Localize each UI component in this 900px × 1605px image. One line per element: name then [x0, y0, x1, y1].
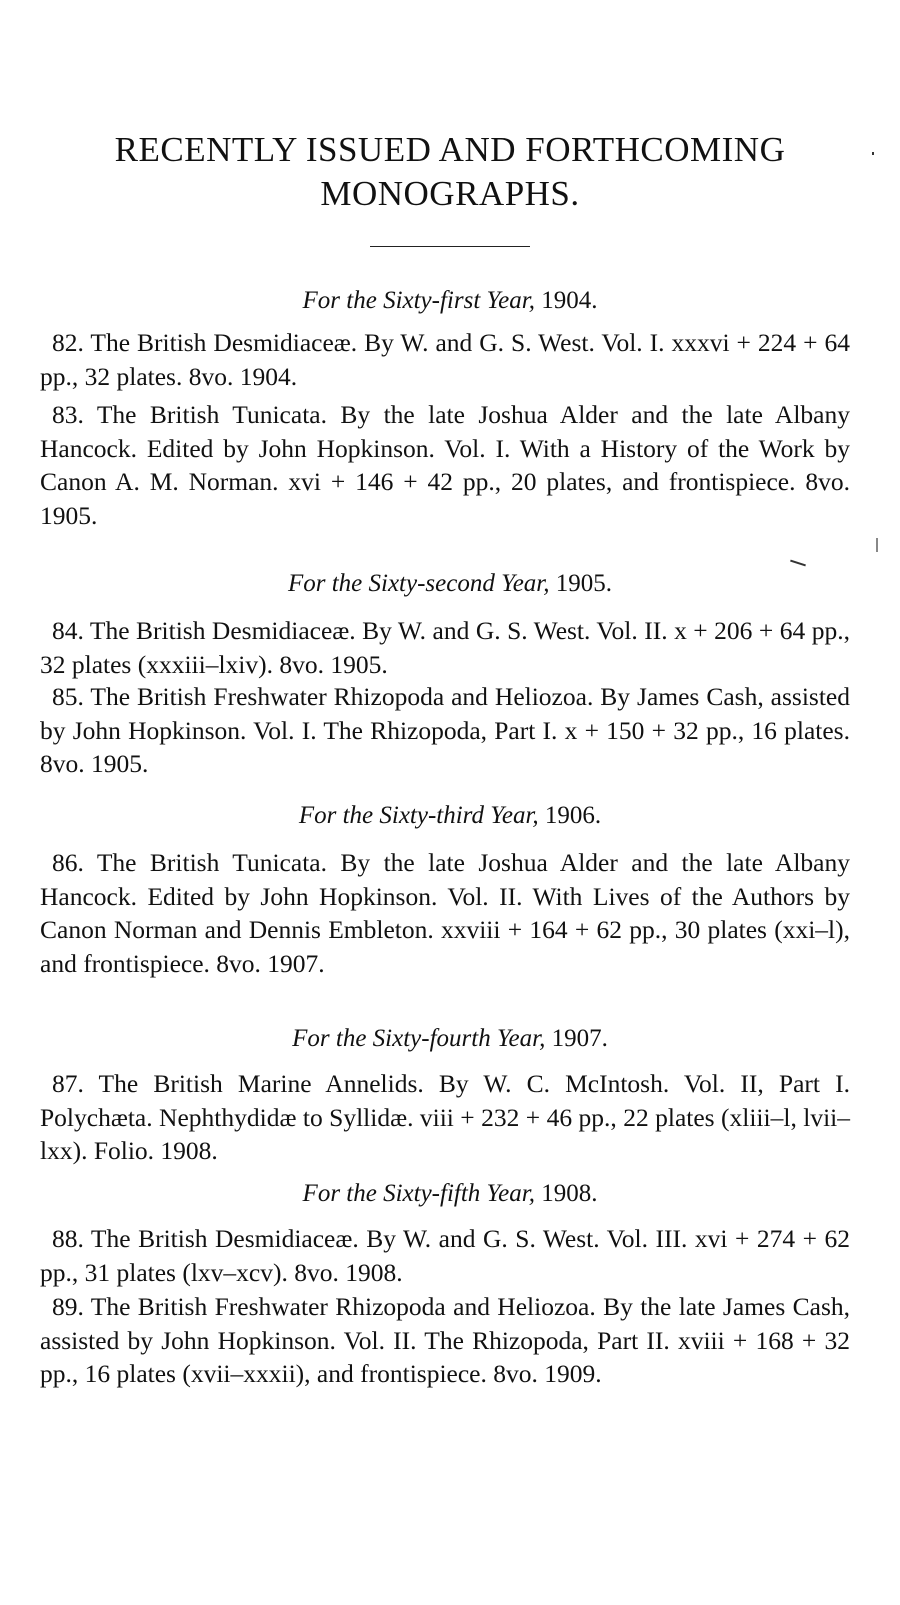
- section-heading-italic: For the Sixty-second Year,: [287, 570, 550, 597]
- monograph-entry-86: [40, 846, 850, 980]
- entry-number: 82.: [52, 328, 84, 357]
- section-heading-italic: For the Sixty-fourth Year,: [292, 1025, 546, 1052]
- scan-speck: [872, 152, 874, 155]
- entry-text: The British Tunicata. By the late Joshua Alder and the late Albany Hancock. Edited by John Hopkinson. Vol. II. With Lives of the Authors by Canon Norman and Dennis Embleton. xxviii + 164 + 62 pp., 30 plates (xxi–l), and frontispiece. 8vo. 1907.: [40, 848, 850, 978]
- section-heading-year: 1907.: [545, 1025, 608, 1052]
- monograph-entry-85: [40, 680, 850, 781]
- section-heading-sixty-second-year: [40, 568, 860, 600]
- title-line-2: MONOGRAPHS.: [320, 174, 580, 213]
- section-heading-sixty-third-year: [40, 800, 860, 832]
- title-divider: [370, 246, 530, 247]
- entry-number: 84.: [52, 616, 84, 645]
- monograph-entry-87: [40, 1067, 850, 1168]
- entry-number: 83.: [52, 400, 84, 429]
- entry-text: The British Tunicata. By the late Joshua Alder and the late Albany Hancock. Edited by John Hopkinson. Vol. I. With a History of the Work by Canon A. M. Norman. xvi + 146 + 42 pp., 20 plates, and frontispiece. 8vo. 1905.: [40, 400, 850, 530]
- entry-number: 89.: [52, 1292, 84, 1321]
- entry-text: The British Desmidiaceæ. By W. and G. S. West. Vol. II. x + 206 + 64 pp., 32 plates (xxxiii–lxiv). 8vo. 1905.: [40, 616, 850, 679]
- entry-text: The British Freshwater Rhizopoda and Heliozoa. By James Cash, assisted by John Hopkinson. Vol. I. The Rhizopoda, Part I. x + 150 + 32 pp., 16 plates. 8vo. 1905.: [40, 682, 850, 778]
- entry-text: The British Desmidiaceæ. By W. and G. S. West. Vol. III. xvi + 274 + 62 pp., 31 plates (lxv–xcv). 8vo. 1908.: [40, 1224, 850, 1287]
- monograph-entry-82: [40, 326, 850, 393]
- section-heading-sixty-fourth-year: [40, 1023, 860, 1055]
- monograph-entry-89: [40, 1290, 850, 1391]
- entry-number: 86.: [52, 848, 84, 877]
- entry-text: The British Marine Annelids. By W. C. McIntosh. Vol. II, Part I. Polychæta. Nephthydidæ to Syllidæ. viii + 232 + 46 pp., 22 plates (xliii–l, lvii–lxx). Folio. 1908.: [40, 1069, 850, 1165]
- section-heading-year: 1904.: [534, 287, 598, 314]
- section-heading-year: 1905.: [549, 570, 613, 597]
- section-heading-year: 1908.: [534, 1180, 598, 1207]
- entry-number: 87.: [52, 1069, 84, 1098]
- section-heading-italic: For the Sixty-first Year,: [302, 287, 535, 314]
- entry-number: 85.: [52, 682, 84, 711]
- scan-speck: [876, 538, 878, 552]
- monograph-entry-84: [40, 614, 850, 681]
- monograph-entry-88: [40, 1222, 850, 1289]
- section-heading-italic: For the Sixty-fifth Year,: [302, 1180, 535, 1207]
- section-heading-sixty-first-year: [40, 285, 860, 317]
- entry-text: The British Desmidiaceæ. By W. and G. S. West. Vol. I. xxxvi + 224 + 64 pp., 32 plates. 8vo. 1904.: [40, 328, 850, 391]
- scan-speck: [790, 560, 806, 567]
- section-heading-italic: For the Sixty-third Year,: [298, 802, 539, 829]
- entry-number: 88.: [52, 1224, 84, 1253]
- section-heading-sixty-fifth-year: [40, 1178, 860, 1210]
- entry-text: The British Freshwater Rhizopoda and Heliozoa. By the late James Cash, assisted by John Hopkinson. Vol. II. The Rhizopoda, Part II. xviii + 168 + 32 pp., 16 plates (xvii–xxxii), and frontispiece. 8vo. 1909.: [40, 1292, 850, 1388]
- page-title: [40, 128, 860, 216]
- section-heading-year: 1906.: [538, 802, 602, 829]
- title-line-1: RECENTLY ISSUED AND FORTHCOMING: [114, 130, 786, 169]
- monograph-entry-83: [40, 398, 850, 532]
